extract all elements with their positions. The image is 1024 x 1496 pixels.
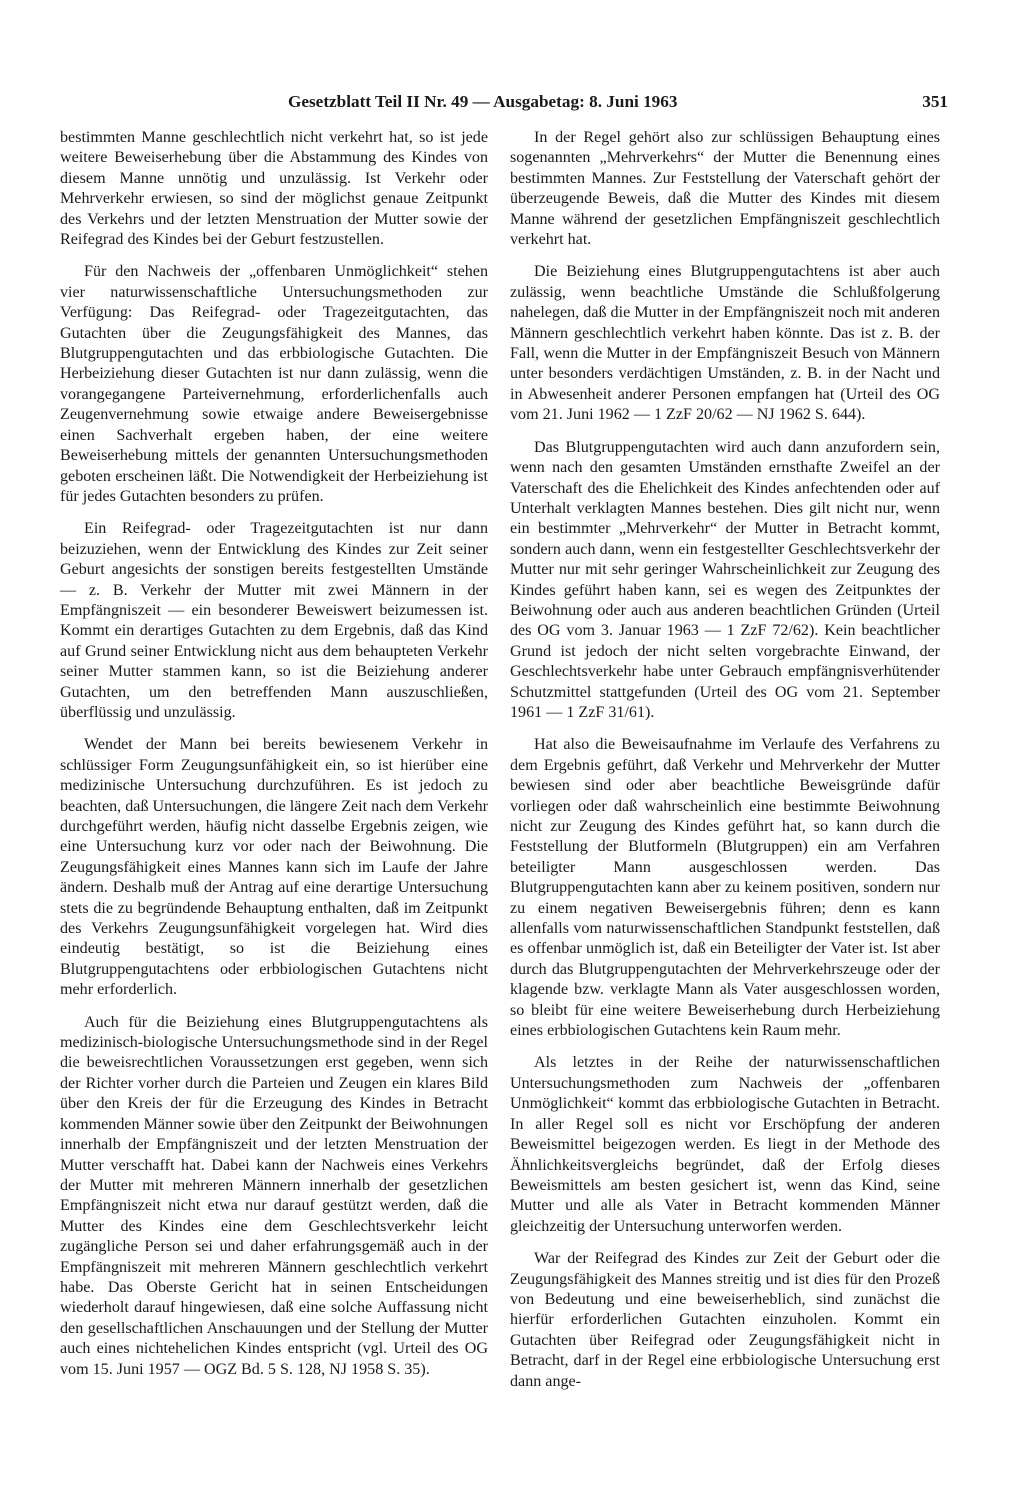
paragraph: Hat also die Beweisaufnahme im Verlaufe des Verfahrens zu dem Ergebnis geführt, daß Verkehr und Mehrverkehr der Mutter bewiesen sind oder aber beachtliche Beweisgründe dafür vorliegen oder daß wahrscheinlich eine bestimmte Beiwohnung nicht zur Zeugung des Kindes geführt hat, so kann durch die Feststellung der Blutformeln (Blutgruppen) ein am Verfahren beteiligter Mann ausgeschlossen werden. Das Blutgruppengutachten kann aber zu keinem positiven, sondern nur zu einem negativen Beweisergebnis führen; denn es kann allenfalls vom naturwissenschaftlichen Standpunkt feststellen, daß es offenbar unmöglich ist, daß ein Beteiligter der Vater ist. Ist aber durch das Blutgruppengutachten der Mehrverkehrszeuge oder der klagende bzw. verklagte Mann als Vater ausgeschlossen worden, so bleibt für eine weitere Beweiserhebung durch Herbeiziehung eines erbbiologischen Gutachtens kein Raum mehr. [510,736,940,1040]
paragraph: In der Regel gehört also zur schlüssigen Behauptung eines sogenannten „Mehrverkehrs“ der Mutter die Benennung eines bestimmten Mannes. Zur Feststellung der Vaterschaft gehört der überzeugende Beweis, daß die Mutter des Kindes mit diesem Manne während der gesetzlichen Empfängniszeit geschlechtlich verkehrt hat. [510,129,940,249]
paragraph: bestimmten Manne geschlechtlich nicht verkehrt hat, so ist jede weitere Beweiserhebung über die Abstammung des Kindes von diesem Manne unnötig und unzulässig. Ist Verkehr oder Mehrverkehr erwiesen, so sind der möglichst genaue Zeitpunkt des Verkehrs und der letzten Menstruation der Mutter sowie der Reifegrad des Kindes bei der Geburt festzustellen. [60,129,488,249]
page-number: 351 [922,92,948,111]
paragraph: Als letztes in der Reihe der naturwissenschaftlichen Untersuchungsmethoden zum Nachweis der „offenbaren Unmöglichkeit“ kommt das erbbiologische Gutachten in Betracht. In aller Regel soll es nicht vor Erschöpfung der anderen Beweismittel beigezogen werden. Es liegt in der Methode des Ähnlichkeitsvergleichs begründet, daß der Erfolg dieses Beweismittels am besten gesichert ist, wenn das Kind, seine Mutter und alle als Vater in Betracht kommenden Männer gleichzeitig der Untersuchung unterworfen werden. [510,1054,940,1235]
paragraph: War der Reifegrad des Kindes zur Zeit der Geburt oder die Zeugungsfähigkeit des Mannes streitig und ist dies für den Prozeß von Bedeutung und eine beweiserheblich, sind zunächst die hierfür erforderlichen Gutachten einzuholen. Kommt ein Gutachten über Reifegrad oder Zeugungsfähigkeit nicht in Betracht, darf in der Regel eine erbbiologische Untersuchung erst dann ange- [510,1250,940,1390]
header-title: Gesetzblatt Teil II Nr. 49 — Ausgabetag: 8. Juni 1963 [288,92,678,111]
paragraph: Für den Nachweis der „offenbaren Unmöglichkeit“ stehen vier naturwissenschaftliche Untersuchungsmethoden zur Verfügung: Das Reifegrad- oder Tragezeitgutachten, das Gutachten über die Zeugungsfähigkeit des Mannes, das Blutgruppengutachten und das erbbiologische Gutachten. Die Herbeiziehung dieser Gutachten ist nur dann zulässig, wenn die vorangegangene Parteivernehmung, erforderlichenfalls auch Zeugenvernehmung sowie etwaige andere Beweisergebnisse einen Sachverhalt ergeben haben, der eine weitere Beweiserhebung mittels der genannten Untersuchungsmethoden geboten erscheinen läßt. Die Notwendigkeit der Herbeiziehung ist für jedes Gutachten besonders zu prüfen. [60,263,488,505]
paragraph: Die Beiziehung eines Blutgruppengutachtens ist aber auch zulässig, wenn beachtliche Umstände die Schlußfolgerung nahelegen, daß die Mutter in der Empfängniszeit noch mit anderen Männern geschlechtlich verkehrt haben könnte. Das ist z. B. der Fall, wenn die Mutter in der Empfängniszeit Besuch von Männern unter besonders verdächtigen Umständen, z. B. in der Nacht und in Abwesenheit anderer Personen empfangen hat (Urteil des OG vom 21. Juni 1962 — 1 ZzF 20/62 — NJ 1962 S. 644). [510,263,940,424]
left-column [60,128,488,1392]
paragraph: Ein Reifegrad- oder Tragezeitgutachten ist nur dann beizuziehen, wenn der Entwicklung des Kindes zur Zeit seiner Geburt angesichts der sonstigen bereits festgestellten Umstände — z. B. Verkehr der Mutter mit zwei Männern in der Empfängniszeit — ein besonderer Beweiswert beizumessen ist. Kommt ein derartiges Gutachten zu dem Ergebnis, daß das Kind auf Grund seiner Entwicklung nicht aus dem behaupteten Verkehr seiner Mutter stammen kann, so ist die Beiziehung anderer Gutachten, um den betreffenden Mann auszuschließen, überflüssig und unzulässig. [60,520,488,721]
paragraph: Auch für die Beiziehung eines Blutgruppengutachtens als medizinisch-biologische Untersuchungsmethode sind in der Regel die beweisrechtlichen Voraussetzungen erst gegeben, wenn sich der Richter vorher durch die Parteien und Zeugen ein klares Bild über den Kreis der für die Erzeugung des Kindes in Betracht kommenden Männer sowie über den Zeitpunkt der Beiwohnungen innerhalb der Empfängniszeit und der letzten Menstruation der Mutter verschafft hat. Dabei kann der Nachweis eines Verkehrs der Mutter mit mehreren Männern innerhalb der gesetzlichen Empfängniszeit nicht etwa nur darauf gestützt werden, daß die Mutter des Kindes eine dem Geschlechtsverkehr leicht zugängliche Person sei und daher erfahrungsgemäß auch in der Empfängniszeit mit mehreren Männern geschlechtlich verkehrt habe. Das Oberste Gericht hat in seinen Entscheidungen wiederholt darauf hingewiesen, daß eine solche Auffassung nicht den gesellschaftlichen Anschauungen und der Stellung der Mutter auch eines nichtehelichen Kindes entspricht (vgl. Urteil des OG vom 15. Juni 1957 — OGZ Bd. 5 S. 128, NJ 1958 S. 35). [60,1013,488,1378]
page-header [60,90,964,114]
paragraph: Wendet der Mann bei bereits bewiesenem Verkehr in schlüssiger Form Zeugungsunfähigkeit ein, so ist hierüber eine medizinische Untersuchung durchzuführen. Es ist jedoch zu beachten, daß Untersuchungen, die längere Zeit nach dem Verkehr durchgeführt werden, häufig nicht dasselbe Ergebnis zeigen, wie eine Untersuchung kurz vor oder nach der Beiwohnung. Die Zeugungsfähigkeit eines Mannes kann sich im Laufe der Jahre ändern. Deshalb muß der Antrag auf eine derartige Untersuchung stets die zu begründende Behauptung enthalten, daß im Zeitpunkt des Verkehrs Zeugungsunfähigkeit vorgelegen hat. Wird dies eindeutig bestätigt, so ist die Beiziehung eines Blutgruppengutachtens oder erbbiologischen Gutachtens nicht mehr erforderlich. [60,736,488,999]
paragraph: Das Blutgruppengutachten wird auch dann anzufordern sein, wenn nach den gesamten Umständen ernsthafte Zweifel an der Vaterschaft des die Ehelichkeit des Kindes anfechtenden oder auf Unterhalt verklagten Mannes bestehen. Dies gilt nicht nur, wenn ein bestimmter „Mehrverkehr“ der Mutter in Betracht kommt, sondern auch dann, wenn ein festgestellter Geschlechtsverkehr der Mutter nur mit sehr geringer Wahrscheinlichkeit zur Zeugung des Kindes geführt haben kann, sei es wegen des Zeitpunktes der Beiwohnung oder auch aus anderen beachtlichen Gründen (Urteil des OG vom 3. Januar 1963 — 1 ZzF 72/62). Kein beachtlicher Grund ist jedoch der nicht selten vorgebrachte Einwand, der Geschlechtsverkehr habe unter Gebrauch empfängnisverhütender Schutzmittel stattgefunden (Urteil des OG vom 21. September 1961 — 1 ZzF 31/61). [510,438,940,721]
right-column [510,128,940,1404]
